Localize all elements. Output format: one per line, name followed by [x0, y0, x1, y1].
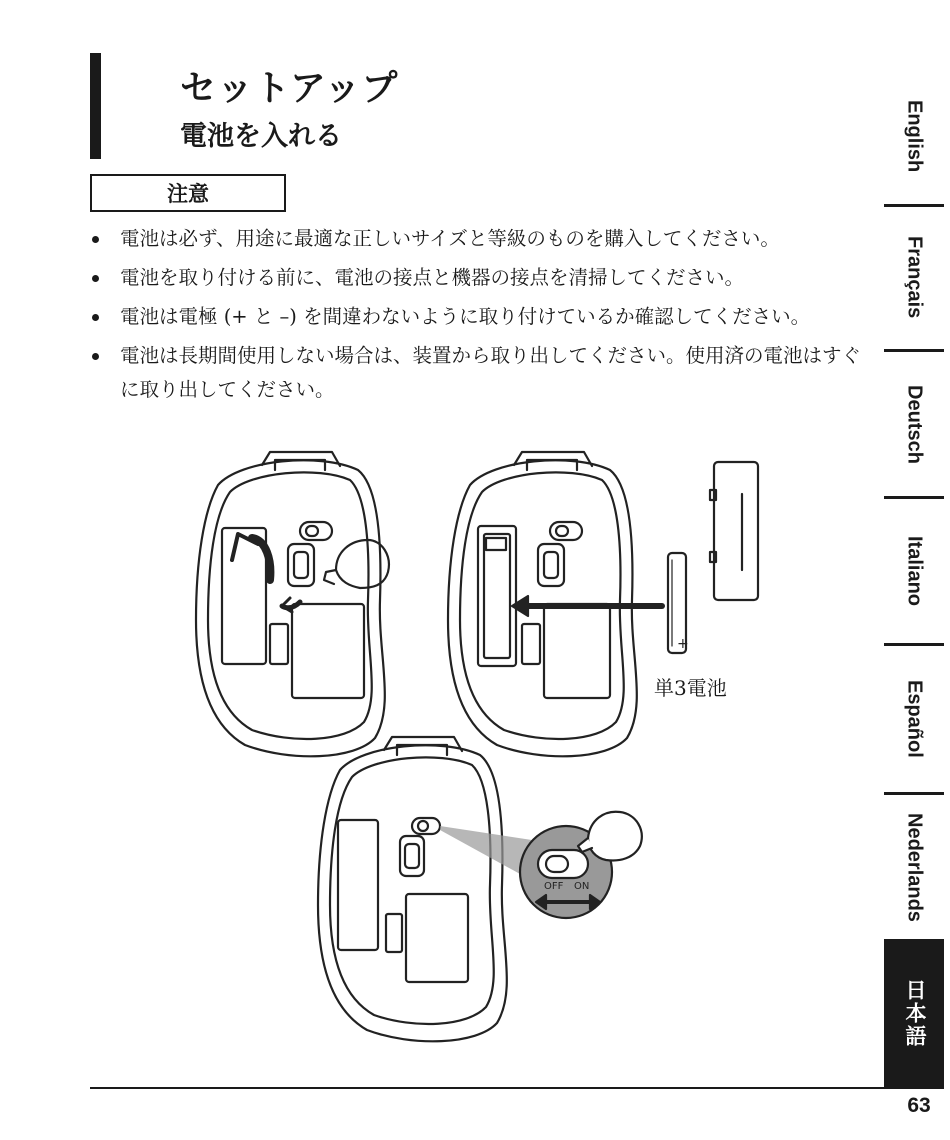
tab-nederlands[interactable]: [884, 795, 944, 939]
caution-item: 電池は電極 (+ と –) を間違わないように取り付けているか確認してください。: [88, 300, 878, 334]
page-number: 63: [907, 1094, 931, 1117]
tab-japanese[interactable]: [884, 939, 944, 1087]
tab-label: Deutsch: [903, 384, 926, 464]
battery-plus-label: +: [677, 636, 689, 652]
tab-label: Italiano: [903, 535, 926, 606]
tab-english[interactable]: [884, 70, 944, 202]
tab-italiano[interactable]: [884, 499, 944, 643]
mouse-open-cover-illustration: [196, 452, 389, 756]
mouse-power-switch-illustration: [318, 737, 642, 1041]
tab-francais[interactable]: [884, 207, 944, 347]
tab-label: Español: [903, 680, 926, 758]
tab-label: Français: [903, 235, 926, 319]
switch-off-label: OFF: [544, 881, 564, 892]
mouse-insert-battery-illustration: [448, 452, 758, 756]
tab-deutsch[interactable]: [884, 352, 944, 496]
battery-type-label: 単3電池: [654, 676, 727, 700]
caution-item: 電池は必ず、用途に最適な正しいサイズと等級のものを購入してください。: [88, 222, 878, 256]
tab-label: Nederlands: [903, 812, 926, 922]
tab-espanol[interactable]: [884, 646, 944, 792]
caution-item: 電池は長期間使用しない場合は、装置から取り出してください。使用済の電池はすぐに取り出してください。: [88, 339, 878, 407]
switch-on-label: ON: [574, 881, 590, 892]
caution-label: 注意: [167, 182, 209, 206]
footer-rule: [90, 1087, 944, 1089]
tab-label: 日本語: [903, 978, 926, 1048]
section-subtitle: 電池を入れる: [180, 121, 342, 152]
page-title: セットアップ: [180, 68, 399, 109]
caution-item: 電池を取り付ける前に、電池の接点と機器の接点を清掃してください。: [88, 261, 878, 295]
tab-label: English: [903, 99, 926, 173]
